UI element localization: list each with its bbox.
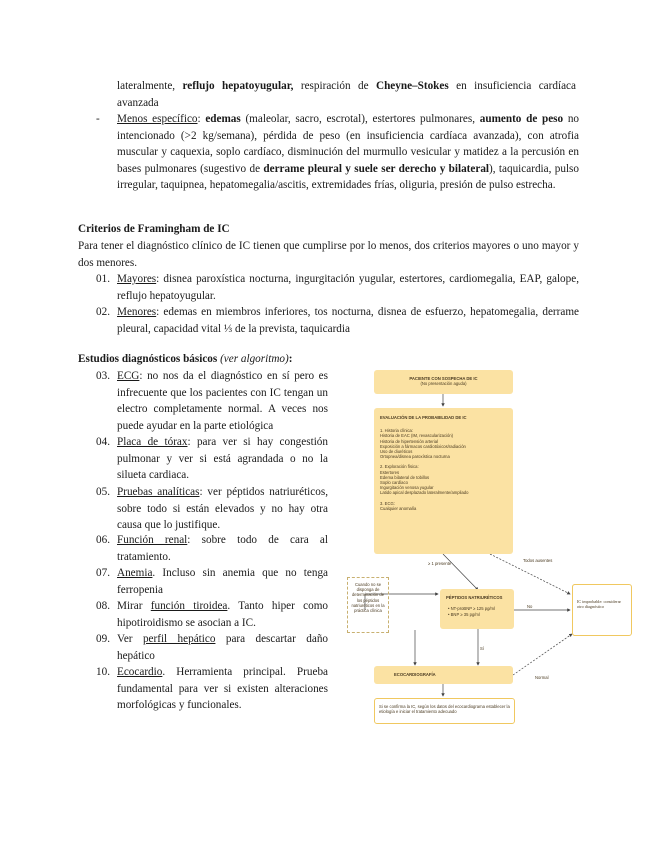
- yes-label: Sí: [480, 646, 484, 651]
- hf-unlikely-box: IC improbable: considerar otro diagnóstico: [572, 584, 632, 636]
- study-liver: Ver perfil hepático para descartar daño hepático: [117, 633, 329, 662]
- item-number: 05.: [96, 486, 110, 498]
- item-number: 03.: [96, 370, 110, 382]
- item-number: 02.: [96, 306, 110, 318]
- echocardiography-box: ECOCARDIOGRAFÍA: [374, 666, 513, 684]
- study-echo: Ecocardio. Herramienta principal. Prueba fundamental para ver si existen alteraciones morfológicas y funcionales.: [117, 666, 328, 712]
- study-ecg: ECG: no nos da el diagnóstico en sí pero es infrecuente que los pacientes con IC tengan un electro completamente normal. A veces nos puede ayudar en la parte etiológica: [117, 370, 328, 432]
- study-lab-tests: Pruebas analíticas: ver péptidos natriuréticos, sobre todo si están elevados y no hay otra causa que lo justifique.: [117, 486, 328, 532]
- bullet-dash: -: [96, 113, 100, 125]
- framingham-intro: Para tener el diagnóstico clínico de IC tienen que cumplirse por lo menos, dos criterios mayores o uno mayor y dos menores.: [78, 240, 579, 269]
- item-number: 01.: [96, 273, 110, 285]
- study-chest-xray: Placa de tórax: para ver si hay congestión pulmonar y ver si está agrandada o no la silueta cardiaca.: [117, 436, 328, 482]
- diagnostic-algorithm: [340, 362, 580, 732]
- framingham-minor: Menores: edemas en miembros inferiores, tos nocturna, disnea de esfuerzo, hepatomegalia, derrame pleural, capacidad vital ⅓ de la prevista, taquicardia: [117, 306, 579, 335]
- study-renal-function: Función renal: sobre todo de cara al tratamiento.: [117, 534, 328, 563]
- item-number: 09.: [96, 633, 110, 645]
- item-number: 10.: [96, 666, 110, 678]
- probability-evaluation-box: EVALUACIÓN DE LA PROBABILIDAD DE IC 1. Historia clínica: Historia de EAC (IM, revascularización) Historia de hipertensión arterial Exposición a fármacos cardiotóxicos/radiación Uso de diuréticos Ortopnea/disnea paroxística nocturna 2. Exploración física: Estertores Edema bilateral de tobillos Soplo cardíaco Ingurgitación venosa yugular Latido apical desplazado lateralmente/ampliado 3. ECG: Cualquier anomalía: [374, 408, 513, 554]
- natriuretic-peptides-box: PÉPTIDOS NATRIURÉTICOS • NT-proBNP ≥ 125 pg/ml • BNP ≥ 35 pg/ml: [440, 589, 514, 629]
- evaluation-criteria: 1. Historia clínica: Historia de EAC (IM, revascularización) Historia de hipertensión arterial Exposición a fármacos cardiotóxicos/radiación Uso de diuréticos Ortopnea/disnea paroxística nocturna 2. Exploración física: Estertores Edema bilateral de tobillos Soplo cardíaco Ingurgitación venosa yugular Latido apical desplazado lateralmente/ampliado 3. ECG: Cualquier anomalía: [380, 428, 469, 511]
- item-number: 07.: [96, 567, 110, 579]
- confirm-hf-box: Si se confirma la IC, según los datos del ecocardiograma establecer la etiología e iniciar el tratamiento adecuado: [374, 698, 515, 724]
- item-number: 04.: [96, 436, 110, 448]
- less-specific-paragraph: Menos específico: edemas (maleolar, sacro, escrotal), estertores pulmonares, aumento de peso no intencionado (>2 kg/semana), pérdida de peso (en insuficiencia cardíaca avanzada), con atrofia muscular y caquexia, soplo cardíaco, disminución del murmullo vesicular y matidez a la percusión en bases pulmonares (sugestivo de derrame pleural y suele ser derecho y bilateral), taquicardia, pulso irregular, taquipnea, hepatomegalia/ascitis, extremidades frías, oliguria, presión de pulso estrecha.: [117, 113, 580, 192]
- framingham-major: Mayores: disnea paroxística nocturna, ingurgitación yugular, estertores, cardiomegalia, EAP, galope, reflujo hepatoyugular.: [117, 273, 579, 302]
- no-peptides-note-box: Cuando no se disponga de determinación de los péptidos natriuréticos en la práctica clínica: [347, 577, 389, 633]
- arrow-label-absent: Todos ausentes: [523, 558, 553, 563]
- item-number: 08.: [96, 600, 110, 612]
- item-number: 06.: [96, 534, 110, 546]
- study-anemia: Anemia. Incluso sin anemia que no tenga ferropenia: [117, 567, 328, 596]
- suspected-hf-box: PACIENTE CON SOSPECHA DE IC (No presentación aguda): [374, 370, 513, 394]
- no-label: No: [527, 604, 533, 609]
- studies-heading: Estudios diagnósticos básicos (ver algoritmo):: [78, 353, 293, 365]
- study-thyroid: Mirar función tiroidea. Tanto hiper como hipotiroidismo se asocian a IC.: [117, 600, 329, 629]
- framingham-heading: Criterios de Framingham de IC: [78, 223, 230, 235]
- normal-label: Normal: [535, 675, 549, 680]
- intro-line: lateralmente, reflujo hepatoyugular, respiración de Cheyne–Stokes en insuficiencia cardíaca avanzada: [117, 80, 576, 109]
- arrow-label-present: ≥ 1 presente: [428, 561, 452, 566]
